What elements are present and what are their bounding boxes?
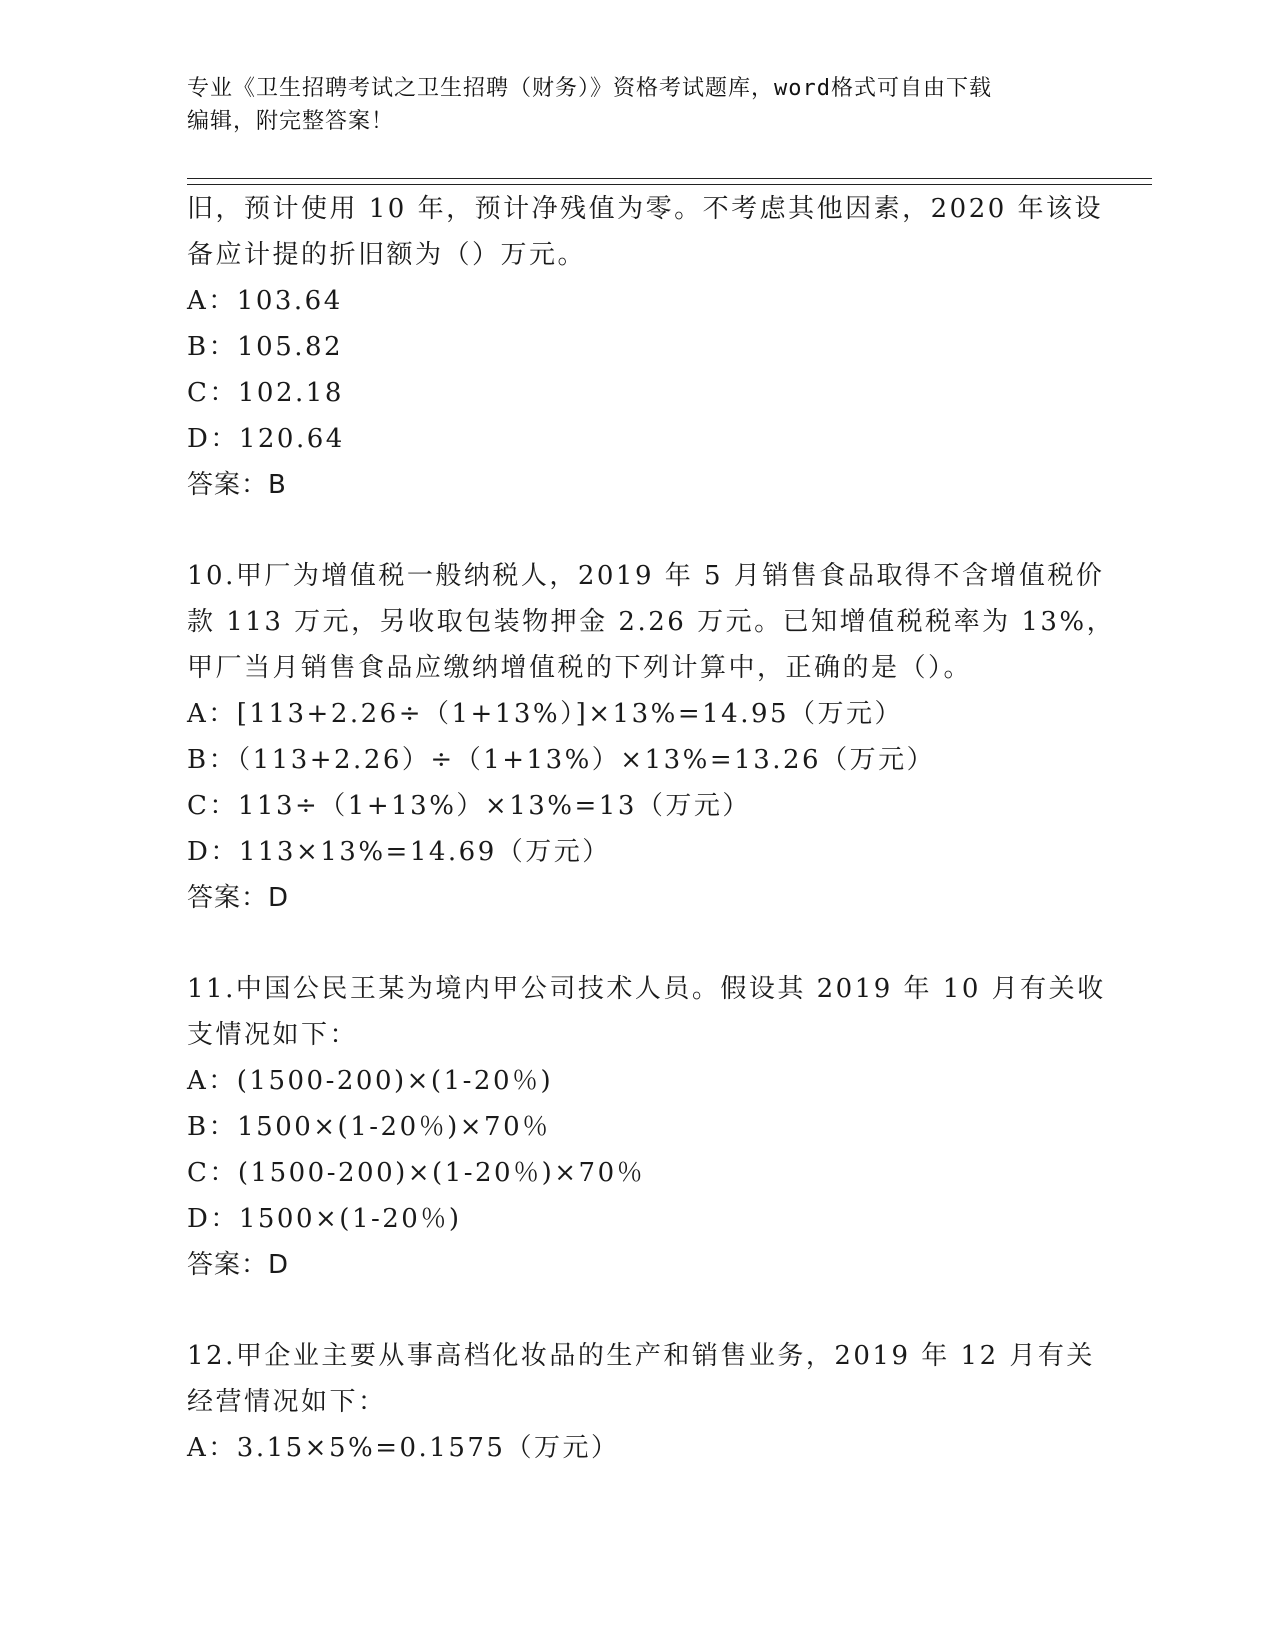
header-line-2: 编辑，附完整答案！	[187, 109, 395, 134]
option-d: D：1500×(1-20％)	[187, 1204, 462, 1234]
question-spacer	[187, 1288, 1107, 1333]
option-b: B：（113+2.26）÷（1+13%）×13%=13.26（万元）	[187, 745, 936, 775]
question-stem-line: 备应计提的折旧额为（）万元。	[187, 240, 587, 270]
question-12	[187, 1333, 1107, 1471]
header-divider-top	[187, 178, 1152, 179]
question-stem-line: 11.中国公民王某为境内甲公司技术人员。假设其 2019 年 10 月有关收	[187, 974, 1106, 1004]
option-a: A：(1500-200)×(1-20％)	[187, 1066, 554, 1096]
question-spacer	[187, 508, 1107, 553]
question-stem-line: 10.甲厂为增值税一般纳税人，2019 年 5 月销售食品取得不含增值税价	[187, 561, 1105, 591]
option-c: C：102.18	[187, 378, 344, 408]
option-c: C：113÷（1+13%）×13%=13（万元）	[187, 791, 751, 821]
option-d: D：120.64	[187, 424, 345, 454]
page-header	[187, 72, 1087, 138]
answer-line: 答案：B	[187, 470, 287, 500]
question-9	[187, 186, 1107, 508]
header-divider-bottom	[187, 184, 1152, 185]
option-c: C：(1500-200)×(1-20％)×70％	[187, 1158, 646, 1188]
header-line-1: 专业《卫生招聘考试之卫生招聘（财务）》资格考试题库，word格式可自由下载	[187, 76, 992, 101]
question-stem-line: 支情况如下：	[187, 1020, 359, 1050]
question-stem-line: 甲厂当月销售食品应缴纳增值税的下列计算中，正确的是（）。	[187, 653, 973, 683]
question-10	[187, 553, 1116, 921]
question-stem-line: 款 113 万元，另收取包装物押金 2.26 万元。已知增值税税率为 13%，	[187, 607, 1116, 637]
answer-line: 答案：D	[187, 1250, 290, 1280]
answer-line: 答案：D	[187, 883, 290, 913]
option-d: D：113×13%=14.69（万元）	[187, 837, 611, 867]
option-b: B：1500×(1-20％)×70％	[187, 1112, 551, 1142]
question-11	[187, 966, 1107, 1288]
question-stem-line: 12.甲企业主要从事高档化妆品的生产和销售业务，2019 年 12 月有关	[187, 1341, 1095, 1371]
question-stem-line: 旧，预计使用 10 年，预计净残值为零。不考虑其他因素，2020 年该设	[187, 194, 1104, 224]
option-b: B：105.82	[187, 332, 344, 362]
option-a: A：[113+2.26÷（1+13%）]×13%=14.95（万元）	[187, 699, 904, 729]
question-spacer	[187, 921, 1107, 966]
question-content	[187, 186, 1116, 1471]
question-stem-line: 经营情况如下：	[187, 1387, 387, 1417]
option-a: A：103.64	[187, 286, 343, 316]
option-a: A：3.15×5%=0.1575（万元）	[187, 1433, 620, 1463]
